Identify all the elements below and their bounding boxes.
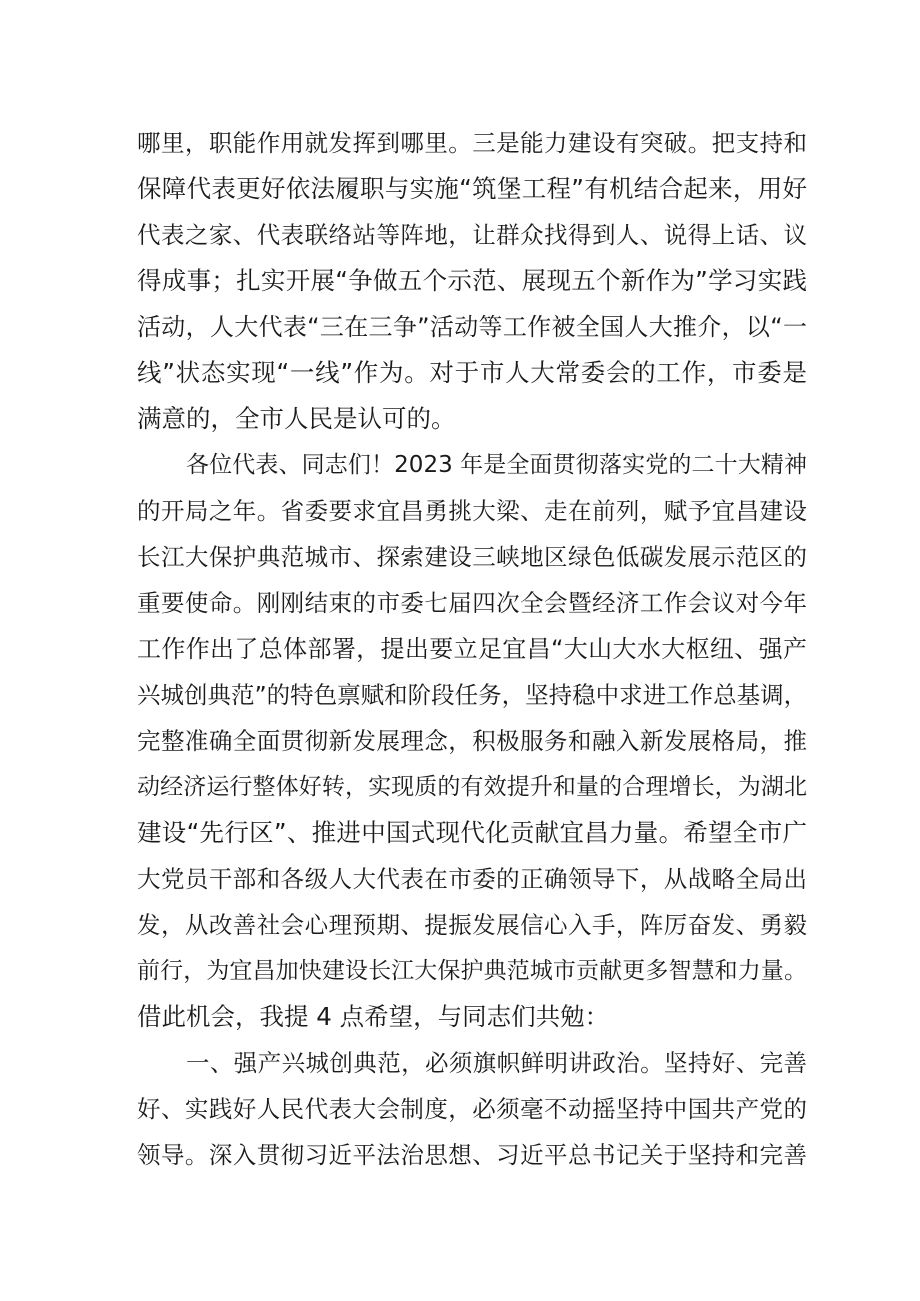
text-line: 兴城创典范”的特色禀赋和阶段任务，坚持稳中求进工作总基调， — [137, 681, 808, 709]
text-line: 重要使命。刚刚结束的市委七届四次全会暨经济工作会议对今年 — [137, 589, 807, 617]
text-line: 满意的，全市人民是认可的。 — [137, 404, 456, 433]
paragraph-3 — [137, 1040, 807, 1178]
text-line: 保障代表更好依法履职与实施“筑堡工程”有机结合起来，用好 — [137, 174, 807, 203]
text-line: 工作作出了总体部署，提出要立足宜昌“大山大水大枢纽、强产 — [137, 635, 807, 663]
text-line: 长江大保护典范城市、探索建设三峡地区绿色低碳发展示范区的 — [137, 543, 807, 571]
paragraph-2 — [137, 442, 807, 1040]
text-line: 线”状态实现“一线”作为。对于市人大常委会的工作，市委是 — [137, 358, 807, 387]
body-text — [137, 120, 807, 1178]
text-line: 建设“先行区”、推进中国式现代化贡献宜昌力量。希望全市广 — [137, 818, 807, 847]
text-line: 动经济运行整体好转，实现质的有效提升和量的合理增长，为湖北 — [137, 774, 807, 800]
text-line: 哪里，职能作用就发挥到哪里。三是能力建设有突破。把支持和 — [137, 129, 807, 157]
text-line: 活动，人大代表“三在三争”活动等工作被全国人大推介，以“一 — [137, 313, 807, 341]
paragraph-1 — [137, 120, 807, 442]
text-line: 借此机会，我提 4 点希望，与同志们共勉： — [137, 1002, 610, 1031]
text-line: 大党员干部和各级人大代表在市委的正确领导下，从战略全局出 — [137, 865, 807, 893]
text-line: 前行，为宜昌加快建设长江大保护典范城市贡献更多智慧和力量。 — [137, 958, 807, 984]
text-line: 领导。深入贯彻习近平法治思想、习近平总书记关于坚持和完善 — [137, 1141, 807, 1169]
text-line: 得成事；扎实开展“争做五个示范、展现五个新作为”学习实践 — [137, 266, 807, 295]
text-line: 的开局之年。省委要求宜昌勇挑大梁、走在前列，赋予宜昌建设 — [137, 497, 807, 525]
text-line: 完整准确全面贯彻新发展理念，积极服务和融入新发展格局，推 — [137, 727, 807, 755]
text-line: 好、实践好人民代表大会制度，必须毫不动摇坚持中国共产党的 — [137, 1095, 807, 1123]
text-line: 代表之家、代表联络站等阵地，让群众找得到人、说得上话、议 — [137, 221, 807, 249]
text-line: 发，从改善社会心理预期、提振发展信心入手，阵厉奋发、勇毅 — [137, 911, 807, 939]
text-line: 一、强产兴城创典范，必须旗帜鲜明讲政治。坚持好、完善 — [186, 1049, 807, 1077]
text-line: 各位代表、同志们！2023 年是全面贯彻落实党的二十大精神 — [186, 452, 807, 478]
